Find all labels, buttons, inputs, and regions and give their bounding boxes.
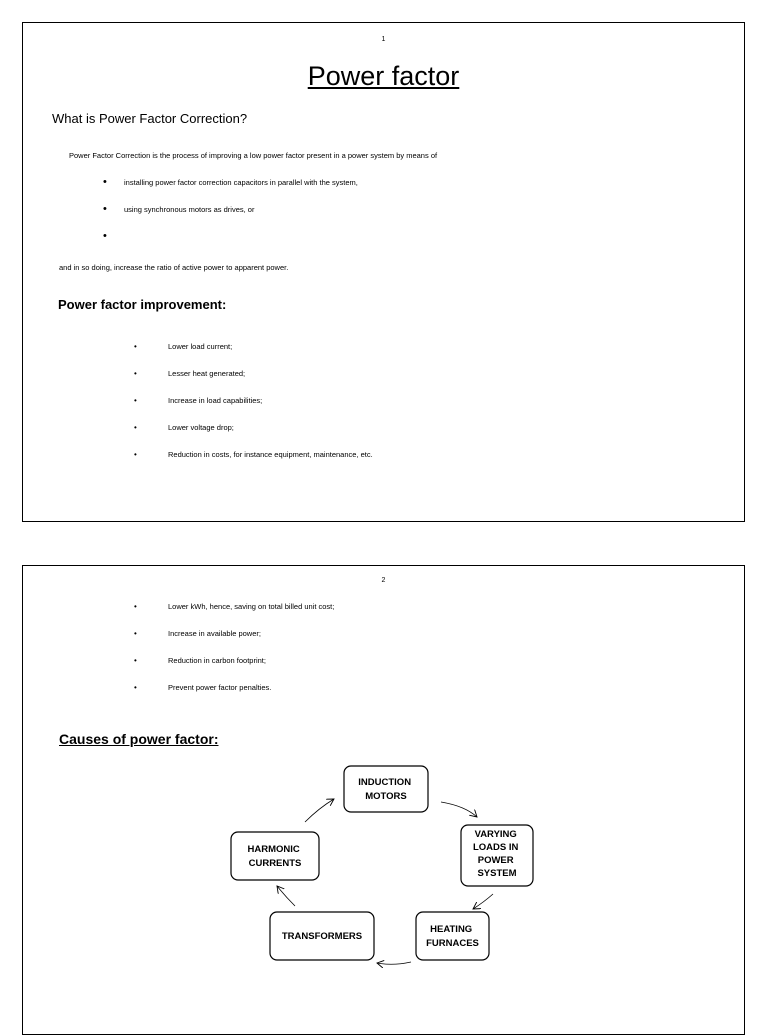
node-label: INDUCTION MOTORS — [358, 777, 412, 802]
bullet-icon: • — [134, 423, 137, 432]
bullet-icon: • — [134, 342, 137, 351]
node-harmonic-currents — [231, 832, 319, 880]
arrow-furnaces-to-transformers — [377, 962, 411, 964]
bullet-icon: • — [134, 629, 137, 638]
correction-heading: What is Power Factor Correction? — [52, 111, 248, 126]
list-item — [103, 230, 358, 257]
causes-heading: Causes of power factor: — [59, 731, 219, 747]
page-title: Power factor — [307, 61, 460, 91]
bullet-icon: • — [134, 602, 137, 611]
bullet-icon: • — [134, 683, 137, 692]
list-item: • Increase in available power; — [134, 629, 261, 638]
node-label: HARMONIC CURRENTS — [247, 844, 302, 869]
causes-cycle-diagram — [23, 566, 744, 1026]
intro-paragraph: Power Factor Correction is the process of improving a low power factor present in a power system by means of — [69, 151, 438, 160]
bullet-icon: • — [134, 450, 137, 459]
document-page-2 — [22, 565, 745, 1035]
bullet-icon: • — [103, 203, 107, 215]
bullet-icon: • — [103, 176, 107, 188]
list-item: • using synchronous motors as drives, or — [103, 203, 255, 215]
arrow-harmonic-to-motors — [305, 799, 334, 822]
node-transformers — [270, 912, 374, 960]
document-page-1 — [22, 22, 745, 522]
arrow-motors-to-loads — [441, 802, 477, 817]
node-label: HEATING FURNACES — [426, 924, 479, 949]
bullet-icon: • — [134, 369, 137, 378]
list-item: • Lower voltage drop; — [134, 423, 234, 432]
list-item: • Increase in load capabilities; — [134, 396, 263, 405]
arrow-transformers-to-harmonic — [277, 886, 295, 906]
arrow-loads-to-furnaces — [473, 894, 493, 909]
improvements-list — [134, 341, 373, 476]
page-number: 2 — [381, 577, 386, 584]
list-item: • installing power factor correction capacitors in parallel with the system, — [103, 176, 358, 188]
correction-methods-list — [103, 176, 358, 257]
node-induction-motors — [344, 766, 428, 812]
list-item: • Lower load current; — [134, 342, 233, 351]
bullet-icon: • — [134, 656, 137, 665]
list-item: • Lesser heat generated; — [134, 369, 246, 378]
list-item: • Lower kWh, hence, saving on total billed unit cost; — [134, 602, 335, 611]
bullet-icon: • — [103, 230, 107, 242]
node-varying-loads — [461, 825, 533, 886]
list-item: • Reduction in costs, for instance equipment, maintenance, etc. — [134, 450, 373, 459]
node-label: TRANSFORMERS — [281, 931, 363, 942]
bullet-icon: • — [134, 396, 137, 405]
page-number: 1 — [381, 36, 386, 43]
node-heating-furnaces — [416, 912, 489, 960]
improvement-heading: Power factor improvement: — [58, 297, 227, 312]
list-item: • Reduction in carbon footprint; — [134, 656, 266, 665]
list-item: • Prevent power factor penalties. — [134, 683, 272, 692]
conclusion-paragraph: and in so doing, increase the ratio of active power to apparent power. — [59, 263, 289, 272]
node-label: VARYING LOADS IN POWER SYSTEM — [472, 829, 519, 879]
